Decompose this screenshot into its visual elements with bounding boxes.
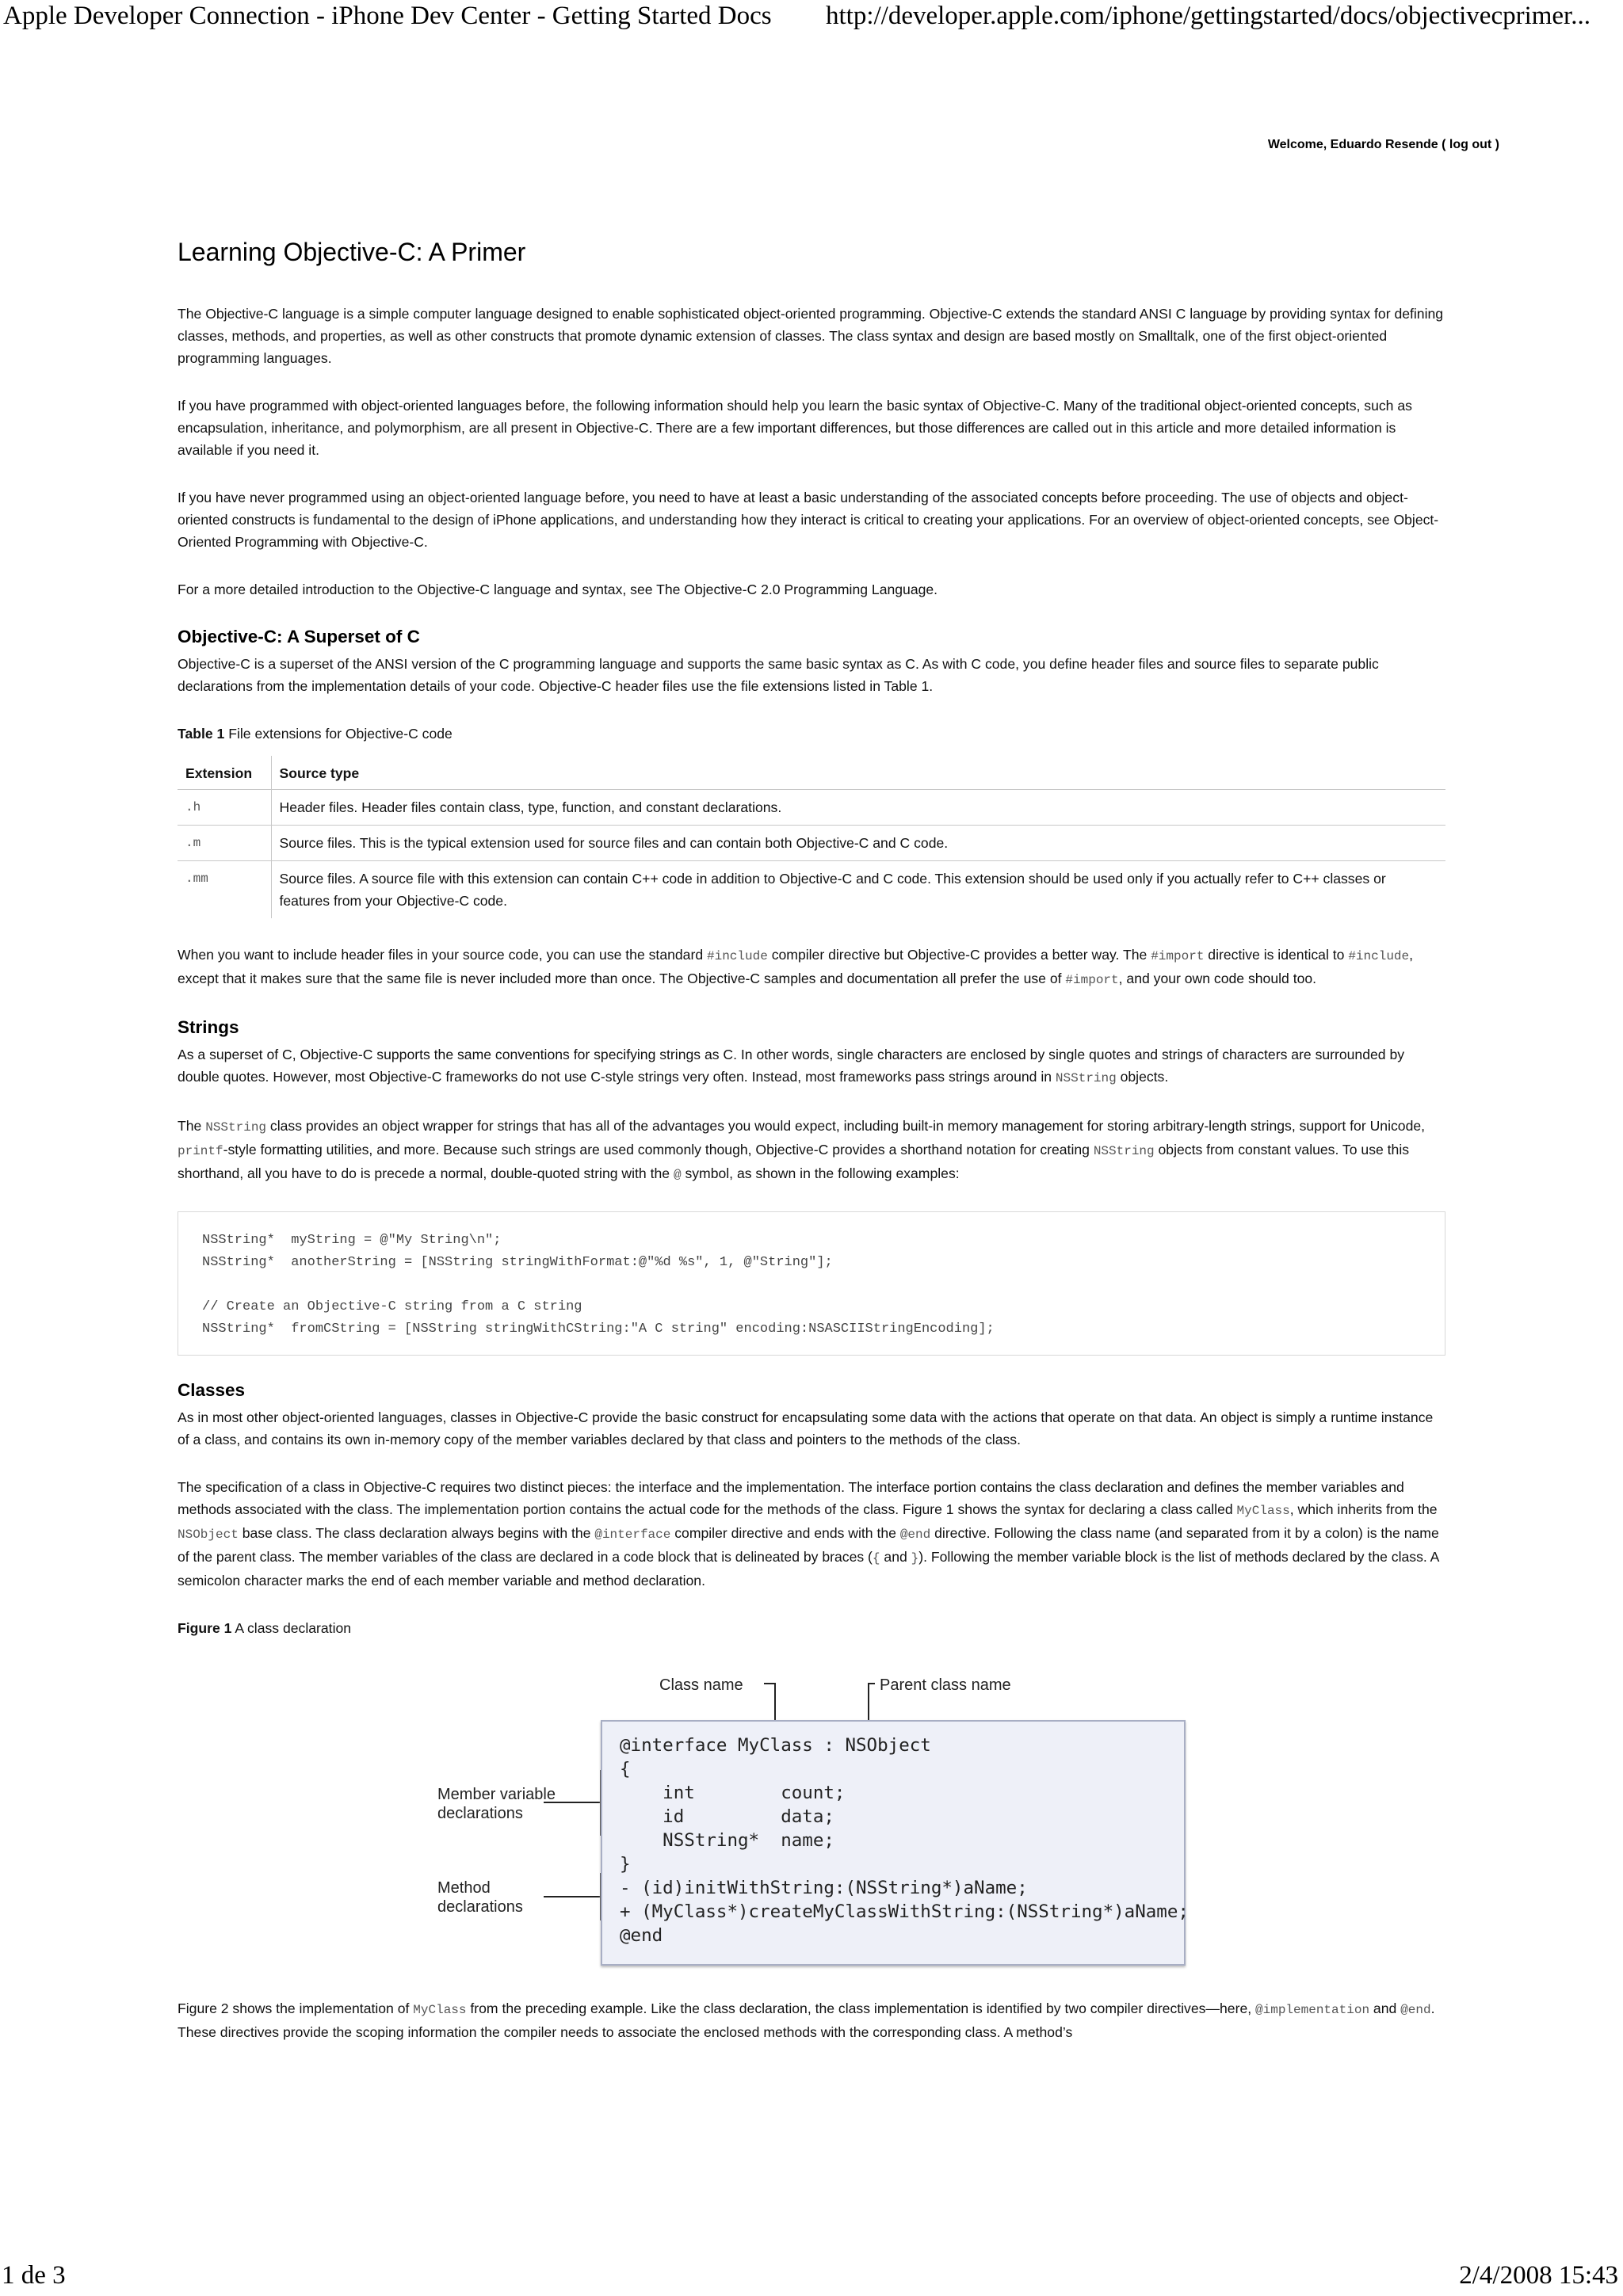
method-label-line2: declarations bbox=[437, 1898, 523, 1916]
figure-code-line: - (id)initWithString:(NSString*)aName; bbox=[620, 1878, 1028, 1898]
figure-caption bbox=[178, 1617, 1445, 1639]
code-line: // Create an Objective-C string from a C string bbox=[202, 1299, 582, 1314]
text-run: As a superset of C, Objective-C supports the same conventions for specifying strings as C. In other words, single characters are enclosed by single quotes and strings of characters are surrounded by double quotes. However, most Objective-C frameworks do not use C-style strings very often. Instead, most frameworks pass strings around in bbox=[178, 1047, 1405, 1085]
inline-code: @interface bbox=[594, 1527, 671, 1542]
code-line: NSString* myString = @"My String\n"; bbox=[202, 1233, 502, 1248]
text-run: The specification of a class in Objective-C requires two distinct pieces: the interface and the implementation. The interface portion contains the class declaration and defines the member variables and methods associated with the class. The implementation portion contains the actual code for the methods of the class. Figure 1 shows the syntax for declaring a class called bbox=[178, 1479, 1404, 1517]
text-run: , which inherits from the bbox=[1289, 1501, 1438, 1517]
table-cell-source-type: Source files. This is the typical extension used for source files and can contain both Objective-C and C code. bbox=[271, 826, 1445, 861]
article bbox=[178, 236, 1445, 2069]
figure-code-line: int count; bbox=[620, 1783, 846, 1803]
figure-code-panel bbox=[601, 1720, 1189, 1966]
text-run: objects from constant values. To use this shorthand, all you have to do is precede a normal, double-quoted string with the bbox=[178, 1142, 1410, 1181]
welcome-text: Welcome, Eduardo Resende bbox=[1267, 138, 1438, 151]
file-extensions-table bbox=[178, 756, 1445, 918]
code-line: NSString* anotherString = [NSString stringWithFormat:@"%d %s", 1, @"String"]; bbox=[202, 1255, 833, 1270]
inline-code: NSString bbox=[1093, 1144, 1155, 1158]
figure-code-line: } bbox=[620, 1854, 631, 1875]
page-number: 1 de 3 bbox=[2, 2261, 66, 2290]
text-run: directive is identical to bbox=[1204, 947, 1349, 963]
figure-code-line: id data; bbox=[620, 1806, 834, 1827]
figure-code-line: @end bbox=[620, 1925, 663, 1946]
table-header-row bbox=[178, 756, 1445, 790]
intro-paragraph-1: The Objective-C language is a simple computer language designed to enable sophisticated object-oriented programming. Objective-C extends the standard ANSI C language by providing syntax for defining classes, methods, and properties, as well as other constructs that promote dynamic extension of classes. The class syntax and design are based mostly on Smalltalk, one of the first object-oriented programming languages. bbox=[178, 306, 1444, 366]
inline-code: @end bbox=[899, 1527, 931, 1542]
text-run: When you want to include header files in your source code, you can use the standard bbox=[178, 947, 707, 963]
text-run: and bbox=[1369, 2000, 1401, 2016]
inline-code: { bbox=[872, 1551, 880, 1566]
figure-code-line: @interface MyClass : NSObject bbox=[620, 1735, 931, 1756]
text-run: Figure 2 shows the implementation of bbox=[178, 2000, 414, 2016]
inline-code: #include bbox=[1348, 949, 1410, 963]
print-datetime: 2/4/2008 15:43 bbox=[1459, 2261, 1618, 2290]
welcome-paren-open: ( bbox=[1438, 138, 1449, 151]
classes-paragraph-1: As in most other object-oriented languages, classes in Objective-C provide the basic construct for encapsulating some data with the actions that operate on that data. An object is simply a runtime instance of a class, and contains its own in-memory copy of the member variables declared by that class and pointers to the methods of the class. bbox=[178, 1409, 1434, 1447]
text-run: base class. The class declaration always begins with the bbox=[238, 1525, 595, 1541]
table-row bbox=[178, 861, 1445, 919]
table-row bbox=[178, 790, 1445, 826]
inline-code: NSObject bbox=[178, 1527, 239, 1542]
figure-caption-label: Figure 1 bbox=[178, 1620, 232, 1636]
figure-code-line: NSString* name; bbox=[620, 1830, 834, 1851]
page-title: Learning Objective-C: A Primer bbox=[178, 238, 526, 266]
figure-code-line: + (MyClass*)createMyClassWithString:(NSString*)aName; bbox=[620, 1901, 1189, 1922]
text-run: . These directives provide the scoping information the compiler needs to associate the enclosed methods with the corresponding class. A method’s bbox=[178, 2000, 1435, 2040]
print-footer bbox=[0, 2261, 1623, 2296]
method-label-line1: Method bbox=[437, 1879, 491, 1897]
intro-paragraph-2: If you have programmed with object-oriented languages before, the following information should help you learn the basic syntax of Objective-C. Many of the traditional object-oriented concepts, such as encapsulation, inheritance, and polymorphism, are all present in Objective-C. There are a few important differences, but those differences are called out in this article and more detailed information is available if you need it. bbox=[178, 398, 1412, 458]
table-header-source-type: Source type bbox=[271, 756, 1445, 790]
strings-code-block bbox=[178, 1211, 1445, 1356]
table-cell-source-type: Header files. Header files contain class, type, function, and constant declarations. bbox=[271, 790, 1445, 826]
logout-link[interactable]: log out bbox=[1449, 138, 1492, 151]
table-header-extension: Extension bbox=[178, 756, 271, 790]
classes-paragraph-3 bbox=[178, 1997, 1445, 2043]
inline-code: #import bbox=[1151, 949, 1205, 963]
inline-code: @implementation bbox=[1255, 2003, 1370, 2017]
intro-paragraph-4: For a more detailed introduction to the Objective-C language and syntax, see The Objective-C 2.0 Programming Language. bbox=[178, 582, 938, 597]
text-run: objects. bbox=[1116, 1069, 1169, 1085]
table-row bbox=[178, 826, 1445, 861]
code-line-blank bbox=[202, 1274, 1421, 1296]
text-run: -style formatting utilities, and more. Because such strings are used commonly though, Objective-C provides a shorthand notation for creating bbox=[223, 1142, 1094, 1158]
text-run: directive. Following the class name (and separated from it by a colon) is the name of the parent class. The member variables of the class are declared in a code block that is delineated by braces ( bbox=[178, 1525, 1439, 1565]
inline-code: @ bbox=[673, 1168, 682, 1182]
member-variable-label-line2: declarations bbox=[437, 1805, 523, 1822]
table-cell-source-type: Source files. A source file with this extension can contain C++ code in addition to Objective-C and C code. This extension should be used only if you actually refer to C++ classes or features from your Objective-C code. bbox=[279, 871, 1386, 909]
print-header bbox=[0, 0, 1623, 38]
text-run: , and your own code should too. bbox=[1118, 971, 1317, 986]
welcome-paren-close: ) bbox=[1491, 138, 1499, 151]
class-name-label: Class name bbox=[659, 1676, 743, 1694]
text-run: The bbox=[178, 1118, 206, 1134]
figure-code-line: { bbox=[620, 1759, 631, 1779]
welcome-bar bbox=[1268, 138, 1499, 152]
text-run: ). Following the member variable block is the list of methods declared by the class. A semicolon character marks the end of each member variable and method declaration. bbox=[178, 1549, 1439, 1589]
inline-code: } bbox=[911, 1551, 919, 1566]
classes-heading: Classes bbox=[178, 1380, 246, 1400]
print-header-title: Apple Developer Connection - iPhone Dev Center - Getting Started Docs bbox=[3, 2, 772, 30]
text-run: compiler directive but Objective-C provides a better way. The bbox=[767, 947, 1151, 963]
inline-code: NSString bbox=[1055, 1071, 1117, 1085]
strings-paragraph-1 bbox=[178, 1043, 1445, 1089]
table-cell-extension: .mm bbox=[178, 861, 271, 919]
parent-class-name-label: Parent class name bbox=[880, 1676, 1011, 1694]
table-cell-extension: .m bbox=[178, 826, 271, 861]
class-declaration-figure bbox=[178, 1650, 1445, 1983]
text-run: compiler directive and ends with the bbox=[670, 1525, 900, 1541]
inline-code: #import bbox=[1065, 973, 1119, 987]
inline-code: MyClass bbox=[1236, 1504, 1290, 1518]
inline-code: @end bbox=[1400, 2003, 1431, 2017]
text-run: , except that it makes sure that the same file is never included more than once. The Objective-C samples and documentation all prefer the use of bbox=[178, 947, 1414, 986]
table-cell-extension: .h bbox=[178, 790, 271, 826]
strings-paragraph-2 bbox=[178, 1115, 1445, 1186]
inline-code: printf bbox=[178, 1144, 223, 1158]
figure-caption-text: A class declaration bbox=[231, 1620, 352, 1636]
text-run: symbol, as shown in the following examples: bbox=[681, 1165, 960, 1181]
table-caption-label: Table 1 bbox=[178, 726, 225, 742]
text-run: from the preceding example. Like the class declaration, the class implementation is identified by two compiler directives—here, bbox=[466, 2000, 1256, 2016]
table-caption-text: File extensions for Objective-C code bbox=[224, 726, 453, 742]
text-run: and bbox=[880, 1549, 911, 1565]
inline-code: MyClass bbox=[413, 2003, 467, 2017]
intro-paragraph-3: If you have never programmed using an object-oriented language before, you need to have at least a basic understanding of the associated concepts before proceeding. The use of objects and object-oriented constructs is fundamental to the design of iPhone applications, and understanding how they interact is critical to creating your applications. For an overview of object-oriented concepts, see Object-Oriented Programming with Objective-C. bbox=[178, 490, 1439, 550]
superset-paragraph-1: Objective-C is a superset of the ANSI version of the C programming language and supports the same basic syntax as C. As with C code, you define header files and source files to separate public declarations from the implementation details of your code. Objective-C header files use the file extensions listed in Table 1. bbox=[178, 656, 1379, 694]
strings-heading: Strings bbox=[178, 1017, 239, 1037]
classes-paragraph-2 bbox=[178, 1476, 1445, 1592]
inline-code: NSString bbox=[205, 1120, 267, 1135]
table-caption bbox=[178, 723, 1445, 745]
superset-heading: Objective-C: A Superset of C bbox=[178, 627, 420, 646]
superset-paragraph-2 bbox=[178, 944, 1445, 991]
print-header-url: http://developer.apple.com/iphone/gettingstarted/docs/objectivecprimer... bbox=[826, 2, 1591, 30]
text-run: class provides an object wrapper for strings that has all of the advantages you would expect, including built-in memory management for storing arbitrary-length strings, support for Unicode, bbox=[266, 1118, 1426, 1134]
inline-code: #include bbox=[707, 949, 768, 963]
member-variable-label-line1: Member variable bbox=[437, 1786, 556, 1803]
code-line: NSString* fromCString = [NSString stringWithCString:"A C string" encoding:NSASCIIStringEncoding]; bbox=[202, 1322, 995, 1337]
